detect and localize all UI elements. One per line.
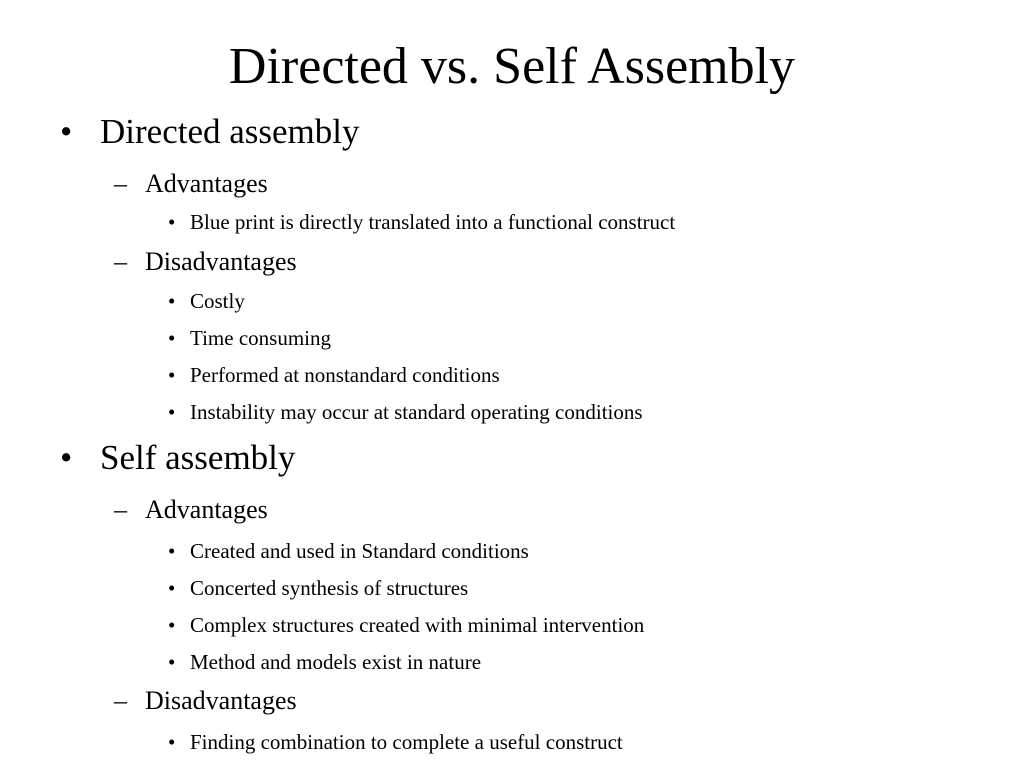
dash-marker: –	[114, 247, 127, 276]
dash-marker: –	[114, 495, 127, 524]
list-item-text: Instability may occur at standard operating conditions	[190, 400, 643, 424]
bullet-marker: •	[168, 650, 176, 674]
bullet-marker: •	[168, 326, 176, 350]
bullet-marker: •	[168, 730, 176, 754]
section-heading-text: Self assembly	[100, 438, 296, 477]
subsection-heading-text: Disadvantages	[145, 247, 297, 276]
list-item-text: Method and models exist in nature	[190, 650, 482, 674]
bullet-marker: •	[60, 438, 73, 477]
subsection-heading-text: Advantages	[145, 495, 268, 524]
bullet-marker: •	[168, 539, 176, 563]
list-item-text: Blue print is directly translated into a functional construct	[190, 210, 676, 234]
bullet-marker: •	[168, 289, 176, 313]
section-heading-text: Directed assembly	[100, 112, 360, 151]
list-item-text: Concerted synthesis of structures	[190, 576, 469, 600]
bullet-marker: •	[168, 400, 176, 424]
bullet-marker: •	[168, 210, 176, 234]
slide-title: Directed vs. Self Assembly	[228, 38, 796, 95]
list-item-text: Complex structures created with minimal intervention	[190, 613, 645, 637]
list-item-text: Created and used in Standard conditions	[190, 539, 529, 563]
bullet-marker: •	[168, 363, 176, 387]
bullet-marker: •	[168, 613, 176, 637]
bullet-marker: •	[168, 576, 176, 600]
bullet-marker: •	[60, 112, 73, 151]
subsection-heading-text: Advantages	[145, 169, 268, 198]
list-item-text: Time consuming	[190, 326, 331, 350]
subsection-heading-text: Disadvantages	[145, 686, 297, 715]
list-item-text: Costly	[190, 289, 245, 313]
dash-marker: –	[114, 686, 127, 715]
dash-marker: –	[114, 169, 127, 198]
list-item-text: Finding combination to complete a useful construct	[190, 730, 623, 754]
list-item-text: Performed at nonstandard conditions	[190, 363, 500, 387]
